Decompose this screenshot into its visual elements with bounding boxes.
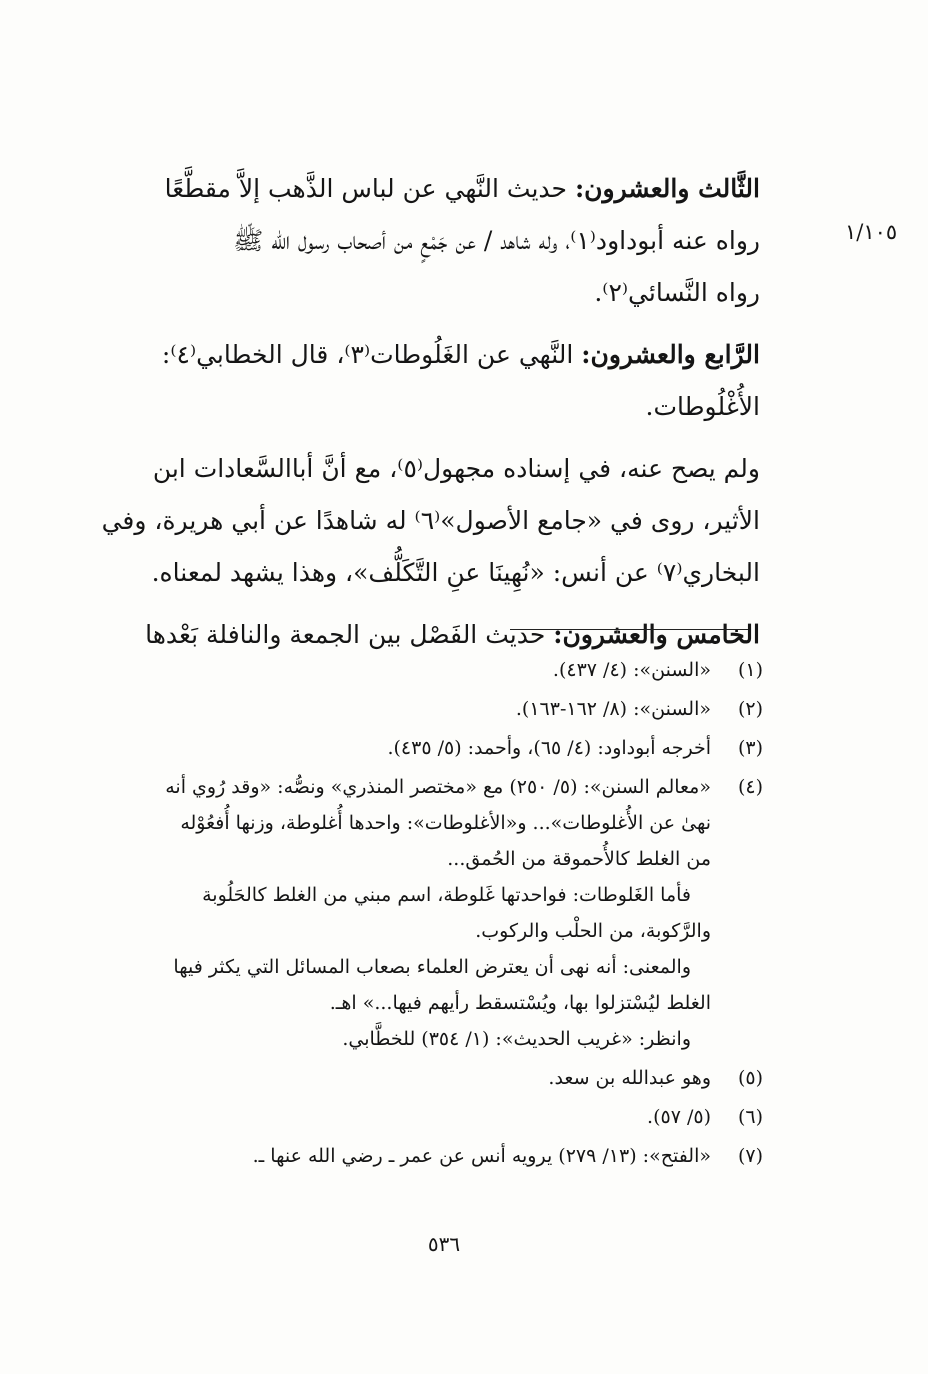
section-heading: الرَّابع والعشرون:: [581, 340, 760, 369]
text-line: [95, 495, 760, 547]
footnote-text: [95, 652, 711, 688]
footnote-text: [95, 1138, 711, 1174]
line-text: النَّهي عن الغَلُوطات⁽٣⁾، قال الخطابي⁽٤⁾:: [161, 340, 574, 369]
line-text: الأثير، روى في «جامع الأصول»⁽٦⁾ له شاهدًا عن أبي هريرة، وفي: [101, 506, 760, 535]
footnote: [95, 1138, 763, 1174]
page-number: ٥٣٦: [427, 1232, 461, 1256]
paragraph: [95, 329, 760, 433]
margin-page-reference: ١/١٠٥: [845, 220, 898, 244]
footnote-line: وهو عبدالله بن سعد.: [548, 1067, 711, 1089]
section-heading: الخامس والعشرون:: [553, 620, 760, 649]
line-text: رواه عنه أبوداود⁽١⁾، وله شاهد / عن جَمْعٍ من أصحاب رسول الله ﷺ: [233, 226, 760, 255]
paragraph: [95, 163, 760, 319]
footnote-text: [95, 730, 711, 766]
text-line: [95, 267, 760, 319]
footnote: [95, 652, 763, 688]
footnote-number: (٦): [737, 1106, 763, 1128]
footnote: [95, 769, 763, 1057]
text-line: [95, 163, 760, 215]
footnote-line: «السنن»: (٤/ ٤٣٧).: [552, 659, 711, 681]
footnote: [95, 691, 763, 727]
footnote-text: [95, 1099, 711, 1135]
footnote-line: وانظر: «غريب الحديث»: (١/ ٣٥٤) للخطَّابي.: [342, 1028, 691, 1050]
footnote-line: «السنن»: (٨/ ١٦٢-١٦٣).: [515, 698, 711, 720]
footnote-line: نهىٰ عن الأُغلوطات»... و«الأغلوطات»: واحدها أُغلوطة، وزنها أُفعُوْله: [180, 812, 711, 834]
footnote-number: (٢): [737, 698, 763, 720]
line-text: حديث الفَصْل بين الجمعة والنافلة بَعْدها: [145, 620, 546, 649]
line-text: حديث النَّهي عن لباس الذَّهب إلاَّ مقطَّعًا: [164, 174, 567, 203]
footnote-line: أخرجه أبوداود: (٤/ ٦٥)، وأحمد: (٥/ ٤٣٥).: [387, 737, 711, 759]
footnote-separator: [510, 629, 748, 630]
footnotes: [95, 652, 763, 1177]
line-text: رواه النَّسائي⁽٢⁾.: [594, 278, 760, 307]
text-line: [95, 443, 760, 495]
paragraph: [95, 443, 760, 599]
text-line: [95, 547, 760, 599]
line-text: الأُغْلُوطات.: [645, 392, 760, 421]
footnote: [95, 730, 763, 766]
footnote-line: والرَّكوبة، من الحلْب والركوب.: [475, 920, 711, 942]
footnote-line: فأما الغَلوطات: فواحدتها غَلوطة، اسم مبني من الغلط كالحَلُوبة: [202, 884, 691, 906]
footnote-number: (٥): [737, 1067, 763, 1089]
footnote: [95, 1060, 763, 1096]
line-text: البخاري⁽٧⁾ عن أنس: «نُهِينَا عنِ التَّكَلُّف»، وهذا يشهد لمعناه.: [151, 558, 760, 587]
footnote-text: [95, 1060, 711, 1096]
footnote-text: [95, 691, 711, 727]
text-line: [95, 329, 760, 381]
text-line: [95, 381, 760, 433]
section-heading: الثَّالث والعشرون:: [574, 174, 760, 203]
footnote-line: «الفتح»: (١٣/ ٢٧٩) يرويه أنس عن عمر ـ رضي الله عنها ـ.: [252, 1145, 711, 1167]
main-text: [95, 163, 760, 671]
footnote-line: والمعنى: أنه نهى أن يعترض العلماء بصعاب المسائل التي يكثر فيها: [173, 956, 691, 978]
footnote-number: (٧): [737, 1145, 763, 1167]
footnote-number: (٣): [737, 737, 763, 759]
footnote-number: (٤): [737, 776, 763, 798]
footnote-line: الغلط ليُسْتزلوا بها، ويُسْتسقط رأيهم فيها...» اهـ.: [329, 992, 711, 1014]
footnote-line: من الغلط كالأُحموقة من الحُمق...: [447, 848, 711, 870]
footnote-number: (١): [737, 659, 763, 681]
footnote-line: «معالم السنن»: (٥/ ٢٥٠) مع «مختصر المنذري» ونصُّه: «وقد رُوي أنه: [165, 776, 711, 798]
text-line: [95, 215, 760, 267]
footnote-line: (٥/ ٥٧).: [647, 1106, 711, 1128]
footnote-text: [95, 769, 711, 1057]
footnote: [95, 1099, 763, 1135]
line-text: ولم يصح عنه، في إسناده مجهول⁽٥⁾، مع أنَّ أباالسَّعادات ابن: [152, 454, 760, 483]
